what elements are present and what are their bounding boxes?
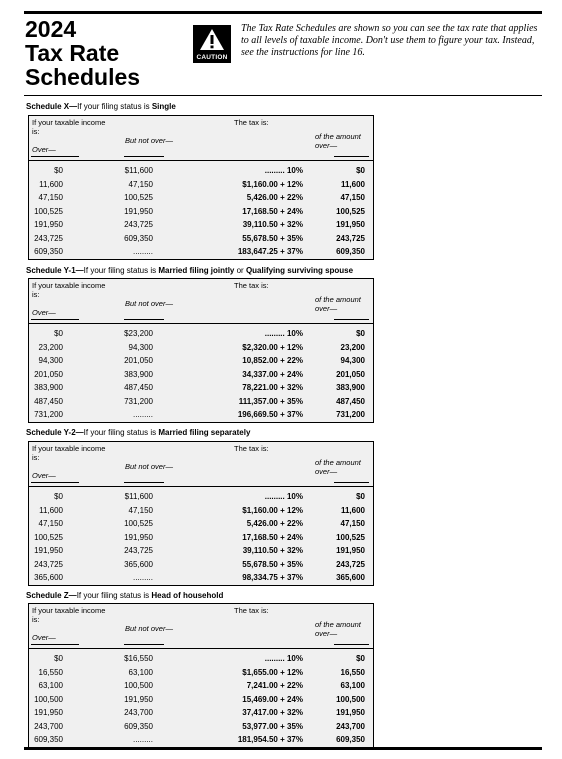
cell-over: 100,525 xyxy=(34,532,63,542)
header-but-not-over: But not over— xyxy=(125,299,173,308)
cell-over: 191,950 xyxy=(34,220,63,229)
header-underline xyxy=(334,319,369,320)
cell-amount-over: 94,300 xyxy=(340,356,365,365)
table-row xyxy=(29,381,373,395)
title-line-schedules: Schedules xyxy=(25,64,141,90)
cell-but-not-over: 100,525 xyxy=(124,519,153,528)
cell-amount-over: 23,200 xyxy=(340,342,365,352)
intro-text: The Tax Rate Schedules are shown so you can see the tax rate that applies to all levels of taxable income. Don't use them to figure your tax. Instead, see the instructions for line 16. xyxy=(241,23,538,58)
cell-amount-over: 11,600 xyxy=(340,179,365,189)
cell-amount-over: 191,950 xyxy=(336,708,365,717)
table-row xyxy=(29,341,373,355)
title-line-year: 2024 xyxy=(25,16,77,42)
table-row xyxy=(29,218,373,232)
cell-tax: 53,977.00 + 35% xyxy=(242,721,303,731)
cell-tax: ......... 10% xyxy=(264,654,303,663)
cell-over: $0 xyxy=(54,329,63,338)
cell-tax: 39,110.50 + 32% xyxy=(242,220,303,229)
cell-tax: $1,160.00 + 12% xyxy=(242,179,303,189)
cell-over: 201,050 xyxy=(34,369,63,379)
cell-amount-over: $0 xyxy=(356,492,365,501)
cell-over: 100,525 xyxy=(34,206,63,216)
schedule-rows xyxy=(29,161,373,259)
cell-but-not-over: $11,600 xyxy=(124,166,153,175)
table-row xyxy=(29,354,373,368)
table-row xyxy=(29,408,373,422)
cell-over: 191,950 xyxy=(34,708,63,717)
cell-over: $0 xyxy=(54,654,63,663)
schedule-rows xyxy=(29,487,373,585)
header-underline xyxy=(124,156,164,157)
header-over: Over— xyxy=(32,308,56,317)
table-row xyxy=(29,164,373,178)
cell-amount-over: $0 xyxy=(356,329,365,338)
cell-but-not-over: 731,200 xyxy=(124,396,153,406)
cell-but-not-over: 191,950 xyxy=(124,694,153,704)
cell-amount-over: 100,500 xyxy=(336,694,365,704)
cell-amount-over: 16,550 xyxy=(340,667,365,677)
cell-but-not-over: ......... xyxy=(132,573,153,582)
cell-amount-over: 243,725 xyxy=(336,233,365,243)
cell-tax: 15,469.00 + 24% xyxy=(242,694,303,704)
cell-tax: 183,647.25 + 37% xyxy=(237,247,303,256)
cell-but-not-over: 191,950 xyxy=(124,532,153,542)
cell-amount-over: 191,950 xyxy=(336,546,365,555)
header-taxable-income: If your taxable income is: xyxy=(32,606,106,624)
cell-amount-over: 47,150 xyxy=(340,519,365,528)
bottom-rule xyxy=(24,747,542,750)
cell-but-not-over: $23,200 xyxy=(124,329,153,338)
cell-tax: $1,655.00 + 12% xyxy=(242,667,303,677)
table-row xyxy=(29,652,373,666)
cell-amount-over: 47,150 xyxy=(340,193,365,202)
schedule-z-table xyxy=(28,603,374,748)
header-underline xyxy=(334,156,369,157)
cell-tax: 34,337.00 + 24% xyxy=(242,369,303,379)
table-row xyxy=(29,531,373,545)
schedule-y2-title: Schedule Y-2—If your filing status is Married filing separately xyxy=(26,428,251,437)
cell-tax: 196,669.50 + 37% xyxy=(237,410,303,419)
schedule-header xyxy=(29,604,373,649)
cell-but-not-over: 47,150 xyxy=(128,179,153,189)
page-title xyxy=(25,17,140,89)
header-underline xyxy=(31,482,79,483)
cell-over: 609,350 xyxy=(34,247,63,256)
schedule-y1-table xyxy=(28,278,374,423)
cell-over: 731,200 xyxy=(34,410,63,419)
cell-tax: 5,426.00 + 22% xyxy=(246,193,303,202)
cell-over: 243,725 xyxy=(34,233,63,243)
cell-amount-over: 100,525 xyxy=(336,206,365,216)
cell-amount-over: 609,350 xyxy=(336,247,365,256)
warning-triangle-icon xyxy=(199,28,225,51)
table-row xyxy=(29,720,373,734)
table-row xyxy=(29,178,373,192)
header-over: Over— xyxy=(32,145,56,154)
cell-but-not-over: 191,950 xyxy=(124,206,153,216)
schedule-header xyxy=(29,442,373,487)
cell-over: 63,100 xyxy=(38,681,63,690)
header-underline xyxy=(124,482,164,483)
header-tax-is: The tax is: xyxy=(234,118,269,127)
cell-but-not-over: 201,050 xyxy=(124,356,153,365)
cell-tax: 111,357.00 + 35% xyxy=(238,396,303,406)
header-taxable-income: If your taxable income is: xyxy=(32,281,106,299)
table-row xyxy=(29,504,373,518)
header-underline xyxy=(334,644,369,645)
header-over: Over— xyxy=(32,633,56,642)
title-rule xyxy=(24,95,542,96)
header-over: Over— xyxy=(32,471,56,480)
header-underline xyxy=(31,319,79,320)
cell-but-not-over: ......... xyxy=(132,410,153,419)
header-underline xyxy=(124,644,164,645)
cell-amount-over: 243,700 xyxy=(336,721,365,731)
cell-tax: 5,426.00 + 22% xyxy=(246,519,303,528)
schedule-x-table xyxy=(28,115,374,260)
cell-tax: 55,678.50 + 35% xyxy=(242,559,303,569)
cell-over: 100,500 xyxy=(34,694,63,704)
cell-amount-over: 609,350 xyxy=(336,735,365,744)
header-tax-is: The tax is: xyxy=(234,606,269,615)
cell-but-not-over: ......... xyxy=(132,247,153,256)
cell-amount-over: 365,600 xyxy=(336,573,365,582)
cell-over: 191,950 xyxy=(34,546,63,555)
cell-amount-over: 63,100 xyxy=(340,681,365,690)
header-but-not-over: But not over— xyxy=(125,136,173,145)
cell-tax: 37,417.00 + 32% xyxy=(242,708,303,717)
table-row xyxy=(29,395,373,409)
caution-label: CAUTION xyxy=(196,54,228,61)
schedule-header xyxy=(29,116,373,161)
cell-over: 23,200 xyxy=(38,342,63,352)
cell-tax: ......... 10% xyxy=(264,166,303,175)
cell-but-not-over: 365,600 xyxy=(124,559,153,569)
cell-amount-over: 191,950 xyxy=(336,220,365,229)
cell-but-not-over: 383,900 xyxy=(124,369,153,379)
cell-amount-over: 100,525 xyxy=(336,532,365,542)
header-of-amount-over: of the amount over— xyxy=(315,620,361,638)
table-row xyxy=(29,191,373,205)
cell-over: 243,700 xyxy=(34,721,63,731)
cell-but-not-over: 243,700 xyxy=(124,708,153,717)
cell-tax: 55,678.50 + 35% xyxy=(242,233,303,243)
top-rule xyxy=(24,11,542,14)
cell-but-not-over: 100,500 xyxy=(124,681,153,690)
cell-but-not-over: 609,350 xyxy=(124,721,153,731)
header-but-not-over: But not over— xyxy=(125,462,173,471)
cell-tax: 78,221.00 + 32% xyxy=(242,383,303,392)
cell-but-not-over: 243,725 xyxy=(124,546,153,555)
table-row xyxy=(29,693,373,707)
header-of-amount-over: of the amount over— xyxy=(315,295,361,313)
header-underline xyxy=(124,319,164,320)
cell-but-not-over: $11,600 xyxy=(124,492,153,501)
table-row xyxy=(29,490,373,504)
header-underline xyxy=(31,156,79,157)
cell-tax: 181,954.50 + 37% xyxy=(237,735,303,744)
header-underline xyxy=(31,644,79,645)
cell-over: 94,300 xyxy=(38,356,63,365)
table-row xyxy=(29,517,373,531)
cell-but-not-over: ......... xyxy=(132,735,153,744)
table-row xyxy=(29,205,373,219)
cell-tax: 17,168.50 + 24% xyxy=(242,206,303,216)
header-taxable-income: If your taxable income is: xyxy=(32,118,106,136)
cell-but-not-over: 243,725 xyxy=(124,220,153,229)
cell-amount-over: 201,050 xyxy=(336,369,365,379)
cell-over: $0 xyxy=(54,492,63,501)
table-row xyxy=(29,368,373,382)
table-row xyxy=(29,232,373,246)
cell-tax: $2,320.00 + 12% xyxy=(242,342,303,352)
cell-amount-over: 487,450 xyxy=(336,396,365,406)
cell-amount-over: 383,900 xyxy=(336,383,365,392)
cell-over: 16,550 xyxy=(38,667,63,677)
table-row xyxy=(29,666,373,680)
cell-over: 47,150 xyxy=(38,193,63,202)
schedule-y1-title: Schedule Y-1—If your filing status is Married filing jointly or Qualifying surviving spouse xyxy=(26,266,354,275)
header-tax-is: The tax is: xyxy=(234,444,269,453)
cell-but-not-over: $16,550 xyxy=(124,654,153,663)
cell-over: 11,600 xyxy=(39,505,63,515)
cell-but-not-over: 63,100 xyxy=(128,667,153,677)
schedule-z-title: Schedule Z—If your filing status is Head of household xyxy=(26,591,224,600)
title-line-tax-rate: Tax Rate xyxy=(25,40,120,66)
header-but-not-over: But not over— xyxy=(125,624,173,633)
cell-over: $0 xyxy=(54,166,63,175)
cell-over: 487,450 xyxy=(34,396,63,406)
schedule-y2-table xyxy=(28,441,374,586)
cell-but-not-over: 487,450 xyxy=(124,383,153,392)
cell-amount-over: 11,600 xyxy=(340,505,365,515)
header-taxable-income: If your taxable income is: xyxy=(32,444,106,462)
schedule-x-title: Schedule X—If your filing status is Single xyxy=(26,102,176,111)
cell-tax: 17,168.50 + 24% xyxy=(242,532,303,542)
cell-but-not-over: 47,150 xyxy=(128,505,153,515)
cell-tax: ......... 10% xyxy=(264,329,303,338)
table-row xyxy=(29,327,373,341)
cell-amount-over: 731,200 xyxy=(336,410,365,419)
cell-over: 609,350 xyxy=(34,735,63,744)
cell-amount-over: $0 xyxy=(356,166,365,175)
cell-over: 243,725 xyxy=(34,559,63,569)
table-row xyxy=(29,245,373,259)
header-underline xyxy=(334,482,369,483)
header-tax-is: The tax is: xyxy=(234,281,269,290)
cell-tax: ......... 10% xyxy=(264,492,303,501)
cell-over: 383,900 xyxy=(34,383,63,392)
cell-but-not-over: 94,300 xyxy=(128,342,153,352)
cell-over: 47,150 xyxy=(38,519,63,528)
cell-but-not-over: 609,350 xyxy=(124,233,153,243)
cell-tax: $1,160.00 + 12% xyxy=(242,505,303,515)
header-of-amount-over: of the amount over— xyxy=(315,132,361,150)
cell-but-not-over: 100,525 xyxy=(124,193,153,202)
table-row xyxy=(29,558,373,572)
header-of-amount-over: of the amount over— xyxy=(315,458,361,476)
schedule-rows xyxy=(29,649,373,747)
cell-tax: 98,334.75 + 37% xyxy=(242,573,303,582)
table-row xyxy=(29,706,373,720)
schedule-rows xyxy=(29,324,373,422)
cell-amount-over: 243,725 xyxy=(336,559,365,569)
cell-tax: 10,852.00 + 22% xyxy=(242,356,303,365)
table-row xyxy=(29,679,373,693)
table-row xyxy=(29,733,373,747)
cell-over: 365,600 xyxy=(34,573,63,582)
caution-badge xyxy=(193,25,231,63)
table-row xyxy=(29,544,373,558)
cell-tax: 39,110.50 + 32% xyxy=(242,546,303,555)
cell-over: 11,600 xyxy=(39,179,63,189)
table-row xyxy=(29,571,373,585)
cell-tax: 7,241.00 + 22% xyxy=(246,681,303,690)
schedule-header xyxy=(29,279,373,324)
cell-amount-over: $0 xyxy=(356,654,365,663)
